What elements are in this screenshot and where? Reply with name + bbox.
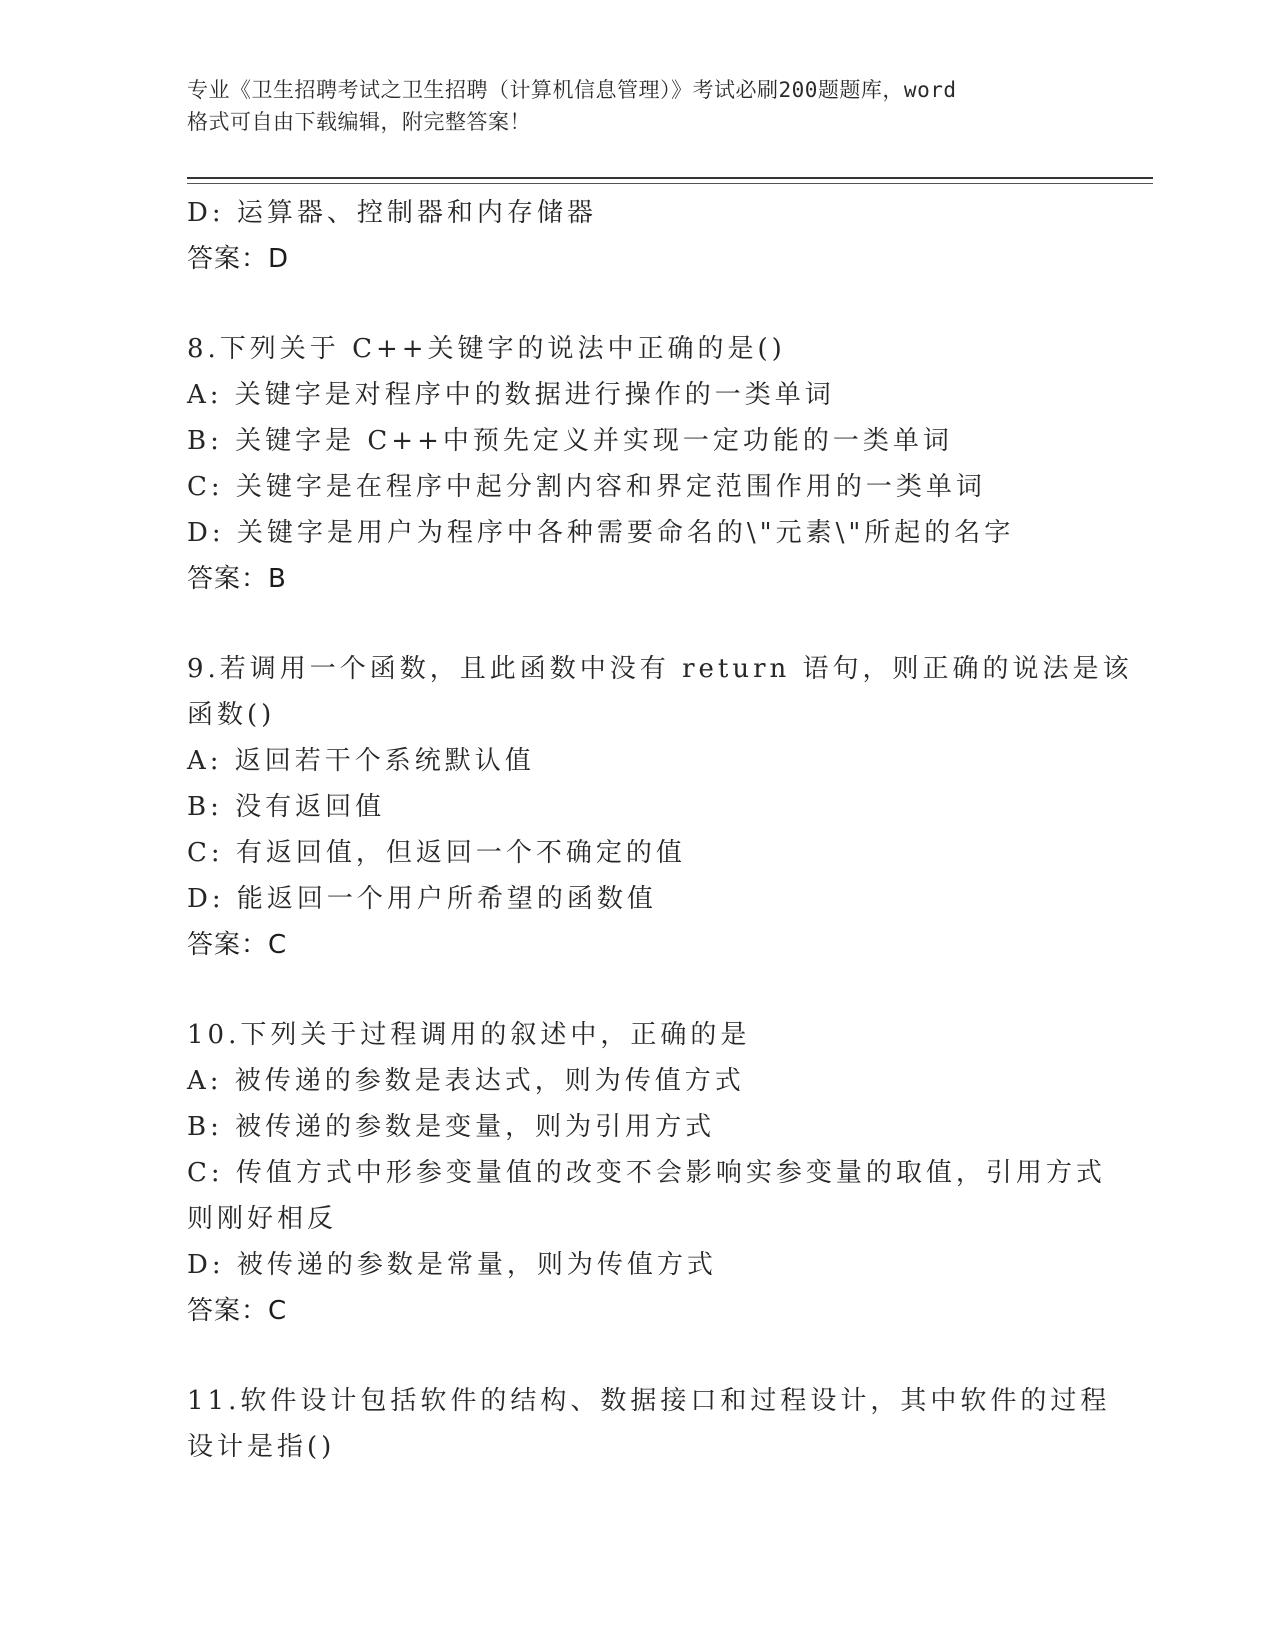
option-d: D: 关键字是用户为程序中各种需要命名的\"元素\"所起的名字 (187, 518, 1015, 548)
option-b: B: 被传递的参数是变量，则为引用方式 (187, 1112, 716, 1142)
question-stem: 8.下列关于 C++关键字的说法中正确的是() (187, 334, 786, 364)
option-c: C: 传值方式中形参变量值的改变不会影响实参变量的取值，引用方式 (187, 1158, 1106, 1188)
question-block (187, 326, 1087, 602)
spacer (187, 1334, 1087, 1378)
question-stem: 10.下列关于过程调用的叙述中，正确的是 (187, 1020, 751, 1050)
option-c: C: 关键字是在程序中起分割内容和界定范围作用的一类单词 (187, 472, 986, 502)
question-block (187, 1378, 1111, 1470)
spacer (187, 282, 1087, 326)
option-c: C: 有返回值，但返回一个不确定的值 (187, 838, 686, 868)
header-divider-thin (187, 183, 1153, 184)
option-b: B: 关键字是 C++中预先定义并实现一定功能的一类单词 (187, 426, 953, 456)
question-block (187, 1012, 1106, 1334)
question-content (187, 190, 1133, 1470)
header-divider-thick (187, 177, 1153, 179)
question-stem-cont: 函数() (187, 700, 276, 730)
option-a: A: 关键字是对程序中的数据进行操作的一类单词 (187, 380, 835, 410)
spacer (187, 602, 1087, 646)
question-block (187, 646, 1133, 968)
header-line-1: 专业《卫生招聘考试之卫生招聘（计算机信息管理）》考试必刷200题题库，word (187, 78, 957, 102)
answer: 答案：B (187, 564, 287, 594)
question-stem: 9.若调用一个函数，且此函数中没有 return 语句，则正确的说法是该 (187, 654, 1133, 684)
header-line-2: 格式可自由下载编辑，附完整答案！ (187, 110, 531, 134)
question-stem: 11.软件设计包括软件的结构、数据接口和过程设计，其中软件的过程 (187, 1386, 1111, 1416)
question-stem-cont: 设计是指() (187, 1432, 336, 1462)
answer: 答案：C (187, 930, 288, 960)
spacer (187, 968, 1087, 1012)
prev-answer: 答案：D (187, 244, 290, 274)
option-b: B: 没有返回值 (187, 792, 386, 822)
option-d: D: 被传递的参数是常量，则为传值方式 (187, 1250, 717, 1280)
answer: 答案：C (187, 1296, 288, 1326)
page-header (187, 74, 1087, 138)
option-c-cont: 则刚好相反 (187, 1204, 338, 1234)
option-d: D: 能返回一个用户所希望的函数值 (187, 884, 657, 914)
option-a: A: 返回若干个系统默认值 (187, 746, 535, 776)
option-a: A: 被传递的参数是表达式，则为传值方式 (187, 1066, 745, 1096)
prev-option-d: D: 运算器、控制器和内存储器 (187, 198, 597, 228)
